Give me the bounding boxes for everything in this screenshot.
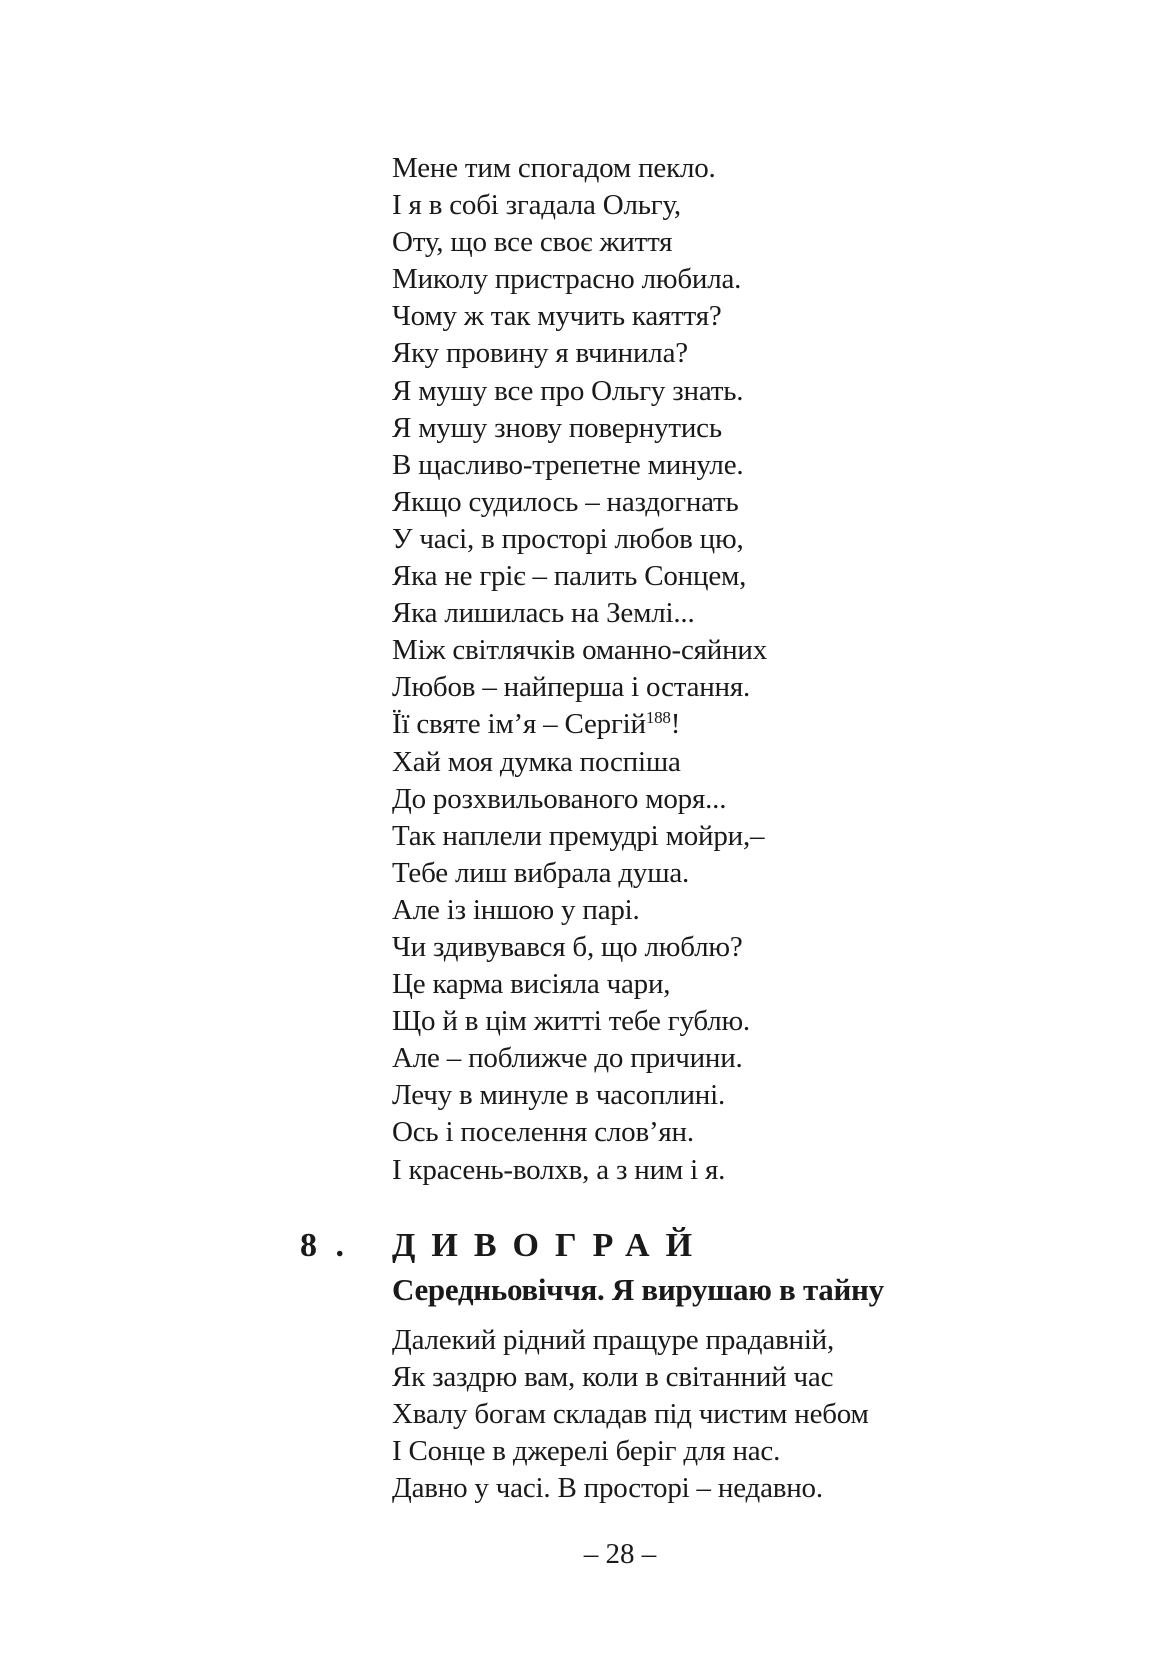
poem-line: Я мушу все про Ольгу знать. bbox=[392, 374, 744, 407]
poem-line: Миколу пристрасно любила. bbox=[392, 263, 742, 296]
poem-line: Лечу в минуле в часоплині. bbox=[392, 1079, 726, 1112]
poem-line: В щасливо-трепетне минуле. bbox=[392, 448, 744, 481]
footnote-reference: 188 bbox=[645, 708, 671, 728]
poem-line: До розхвильованого моря... bbox=[392, 782, 727, 815]
poem-line: Давно у часі. В просторі – недавно. bbox=[392, 1472, 823, 1505]
page-number: – 28 – bbox=[583, 1538, 657, 1570]
poem-line: Хай моя думка поспіша bbox=[392, 745, 681, 778]
poem-line: Але – поближче до причини. bbox=[392, 1042, 743, 1075]
poem-line: Так наплели премудрі мойри,– bbox=[392, 819, 765, 852]
poem-line: Яку провину я вчинила? bbox=[392, 337, 688, 370]
poem-line: Це карма висіяла чари, bbox=[392, 968, 671, 1001]
section-number: 8 . bbox=[300, 1227, 349, 1264]
poem-line: Далекий рідний пращуре прадавній, bbox=[392, 1324, 835, 1356]
section-subtitle: Середньовіччя. Я вирушаю в тайну bbox=[392, 1272, 884, 1307]
poem-line: Але із іншою у парі. bbox=[392, 893, 640, 926]
section-poem-stanza bbox=[392, 1322, 869, 1507]
poem-stanza bbox=[392, 150, 767, 1189]
poem-line: Мене тим спогадом пекло. bbox=[392, 152, 716, 184]
poem-line: Яка не гріє – палить Сонцем, bbox=[392, 560, 747, 593]
poem-line-with-footnote bbox=[392, 706, 767, 743]
poem-line: І Сонце в джерелі беріг для нас. bbox=[392, 1435, 781, 1468]
footnote-line-text: Її святе ім’я – Сергій bbox=[392, 708, 646, 741]
poem-line: Оту, що все своє життя bbox=[392, 226, 673, 259]
poem-line: Між світлячків оманно-сяйних bbox=[392, 634, 768, 667]
poem-line: І я в собі згадала Ольгу, bbox=[392, 189, 681, 222]
section-title: ДИВОГРАЙ bbox=[392, 1227, 709, 1264]
poem-line: Хвалу богам складав під чистим небом bbox=[392, 1398, 869, 1431]
poem-line: Тебе лиш вибрала душа. bbox=[392, 856, 690, 889]
poem-line: У часі, в просторі любов цю, bbox=[392, 522, 744, 555]
footnote-line-punctuation: ! bbox=[670, 708, 681, 741]
poem-line: Чому ж так мучить каяття? bbox=[392, 300, 722, 333]
poem-line: Ось і поселення слов’ян. bbox=[392, 1116, 694, 1149]
poem-line: Як заздрю вам, коли в світанний час bbox=[392, 1361, 834, 1394]
poem-line: Яка лишилась на Землі... bbox=[392, 597, 695, 630]
poem-line: І красень-волхв, а з ним і я. bbox=[392, 1153, 726, 1186]
poem-line: Я мушу знову повернутись bbox=[392, 411, 722, 444]
poem-line: Що й в цім житті тебе гублю. bbox=[392, 1005, 750, 1038]
poem-line: Любов – найперша і остання. bbox=[392, 671, 751, 704]
poem-line: Чи здивувався б, що люблю? bbox=[392, 930, 743, 963]
poem-line: Якщо судилось – наздогнать bbox=[392, 485, 739, 518]
